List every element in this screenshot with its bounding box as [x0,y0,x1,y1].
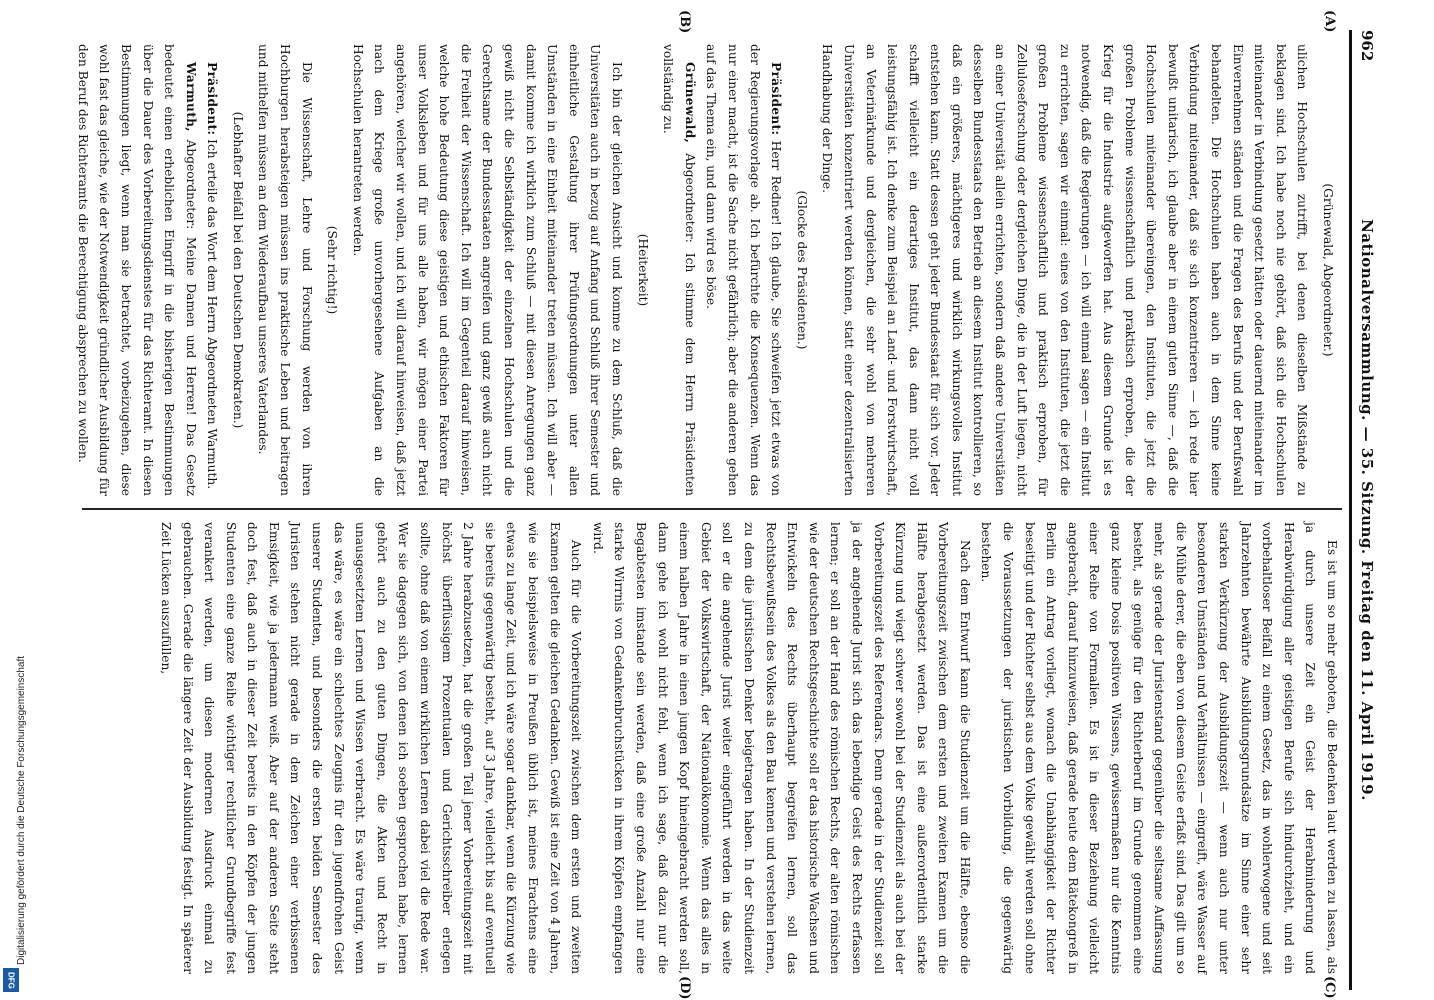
margin-marker-c: (C) [1322,976,1337,999]
speaker-name: Grünewald, [682,62,697,144]
left-column [75,44,1342,497]
speaker-name: Präsident: [769,62,784,136]
page-header [1352,30,1382,990]
paragraph: Präsident: Herr Redner! Ich glaube, Sie schweifen jetzt etwas von der Regierungsvorlage ab. Ich befürchte die Konsequenzen. Wenn das nur einer macht, ist die Sache nicht gefährlich; aber die anderen gehen auf das Thema ein, und dann wird es böse. [704,44,784,497]
paragraph: Grünewald, Abgeordneter: Ich stimme dem Herrn Präsidenten vollständig zu. [661,44,697,496]
header-rule [1349,30,1352,990]
speaker-name: Warmuth, [183,62,198,132]
speaker-name: Präsident: [205,62,220,136]
paragraph: ulichen Hochschulen zutrifft, bei denen dieselben Mißstände zu beklagen sind. Ich habe noch nie gehört, daß sich die Hochschulen miteinander in Verbindung gesetzt hätten oder dauernd miteinander im Einvernehmen ständen und die Fragen des Berufs und der Berufswahl behandelten. Die Hochschulen haben auch in dem Sinne keine Verbindung miteinander, daß sie sich konzentrieren — ich rede hier bewußt unitarisch, ich glaube aber in einem guten Sinne —, daß die Hochschulen miteinander übereingen, den Instituten, die jetzt die großen Probleme wissenschaftlich und praktisch erproben, die der Krieg für die Industrie aufgeworfen hat. Aus diesem Grunde ist es notwendig, daß die Regierungen — ich will einmal sagen — ein Institut zu errichten, sagen wir einmal: eines von den Instituten, die jetzt die großen Probleme wissenschaftlich und praktisch erproben, für Zelluloseforschung oder dergleichen Dinge, die in der Luft liegen, nicht an einer Universität allein errichten, sondern daß andere Universitäten desselben Bundesstaats den Betrieb an diesem Institut kontrollieren, so daß ein größeres, mächtigeres und wirklich wirkungsvolles Institut entstehen kann. Statt dessen geht jeder Bundesstaat für sich vor. Jeder schafft vielleicht ein derartiges Institut, das dann nicht voll leistungsfähig ist. Ich denke zum Beispiel an Land- und Forstwirtschaft, an Veterinärkunde und dergleichen, die sehr wohl von mehreren Universitäten konzentriert werden können, statt einer dezentralisierten Handhabung der Dinge. [820,44,1310,496]
right-column [82,522,1342,974]
stage-direction: (Sehr richtig!) [325,225,340,315]
paragraph: Auch für die Vorbereitungszeit zwischen dem ersten und zweiten Examen gelten die gleichen Gedanken. Gewiß ist eine Zeit von 4 Jahren, wie sie beispielsweise in Preußen üblich ist, meines Erachtens eine etwas zu lange Zeit, und ich wäre sogar dankbar, wenn die Kürzung wie sie bereits gegenwärtig besteht, auf 3 Jahre, vielleicht bis auf eventuell 2 Jahre herabzusetzen, hat die großen Teil jener Vorbereitungszeit mit höchst überflüssigem Prozentualen und Gerichtsschreiber erlegen sollte, ohne daß von einem wirklichen Lernen dabei viel die Rede war. Wer sie dagegen sich, von denen ich soeben gesprochen habe, lernen gehört auch zu den guten Dingen, die Akten und Recht in unausgesetztem Lernen und Wissen verbracht. Es wäre traurig, wenn das wäre, es wäre ein schlechtes Zeugnis für den jugendfrohen Geist unserer Studenten, und besonders die ersten beiden Semester des Juristen stehen nicht gerade in dem Zeichen einer verbissenen Emsigkeit, wie ja jedermann weiß. Aber auf der anderen Seite steht doch fest, daß auch in dieser Zeit bereits in den Köpfen der jungen Studenten eine ganze Reihe wichtiger rechtlicher Grundbegriffe fest verankert werden, um diesen modernen Ausdruck einmal zu gebrauchen. Gerade die längere Zeit der Ausbildung festigt. In späterer Zeit Lücken auszufüllen, [158,522,584,974]
stage-direction: (Glocke des Präsidenten.) [794,190,809,350]
margin-marker-a: (A) [1322,10,1337,33]
credit-text: Digitalisierung gefördert durch die Deutsche Forschungsgemeinschaft [16,655,27,965]
paragraph: Warmuth, Abgeordneter: Meine Damen und Herren! Das Gesetz bedeutet einen erheblichen Eingriff in die bisherigen Bestimmungen über die Dauer des Vorbereitungsdienstes für das Richteramt. In diesen Bestimmungen liegt, wenn man sie betrachtet, vorbeizugehen, diese wohl fast das gleiche, wie der Notwendigkeit gründlicher Ausbildung für den Beruf des Richteramts die Berechtigung absprechen zu wollen. [75,44,198,497]
document-page [72,10,1382,1000]
speaker-continuation: (Grünewald, Abgeordneter.) [1321,183,1335,357]
page-number: 962 [1358,30,1376,62]
stage-direction: (Heiterkeit) [635,233,650,307]
dfg-logo: DFG [3,968,19,992]
column-divider [82,508,1342,510]
paragraph: Präsident: Ich erteile das Wort dem Herrn Abgeordneten Warmuth. [205,62,220,490]
margin-marker-b: (B) [677,10,692,34]
paragraph: Die Wissenschaft, Lehre und Forschung werden von ihren Hochburgen herabsteigen müssen ins praktische Leben und beitragen und mithelfen müssen an dem Wiederaufbau unseres Vaterlandes. [256,44,314,496]
margin-marker-d: (D) [677,976,692,1000]
paragraph: Nach dem Entwurf kann die Studienzeit um die Hälfte, ebenso die Vorbereitungszeit zwischen dem ersten und zweiten Examen um die Hälfte herabgesetzt werden. Das ist eine außerordentlich starke Kürzung und wiegt schwer sowohl bei der Studienzeit als auch bei der Vorbereitungszeit des Referendars. Denn gerade in der Studienzeit soll ja der angehende Jurist sich das lebendige Geist des Rechts erfassen lernen; er soll an der Hand des römischen Rechts, der alten römischen wie der deutschen Rechtsgeschichte soll er das historische Wachsen und Entwickeln des Rechts überhaupt begreifen lernen, soll das Rechtsbewußtsein des Volkes als den Bau kennen und verstehen lernen, zu dem die juristischen Denker beigetragen haben. In der Studienzeit soll er die angehende Jurist weiter eingeführt werden in das weite Gebiet der Volkswirtschaft, der Nationalökonomie. Wenn das alles in einem halben Jahre in einen jungen Kopf hineingebracht werden soll, dann gehe ich wohl nicht fehl, wenn ich sage, daß dazu nur die Begabtesten imstande sein werden, daß eine große Anzahl nur eine starke Wirrnis von Gedankenbruchstücken in ihrem Köpfen empfangen wird. [590,522,972,974]
stage-direction: (Lebhafter Beifall bei den Deutschen Demokraten.) [230,111,245,429]
paragraph: Es ist um so mehr geboten, die Bedenken laut werden zu lassen, als ja durch unsere Zeit ein Geist der Herabminderung und Herabwürdigung aller geistigen Berufe sich hindurchzieht, und ein vorbehaltloser Beifall zu einem Gesetz, das in wohlerwogene und seit Jahrzehnten bewährte Ausbildungsgrundsätze im Sinne einer sehr starken Verkürzung der Ausbildungszeit — wenn auch nur unter besonderen Umständen und Verhältnissen — eingreift, wäre Wasser auf die Mühle derer, die eben von diesem Geiste erfaßt sind. Das gilt um so mehr, als gerade der Juristenstand gegenüber die seltsame Auffassung besteht, als genüge für den Richterberuf im Grunde genommen eine ganz kleine Dosis positiven Wissens, gewissermaßen nur die Kenntnis einer Reihe von Formalien. Es ist in dieser Beziehung vielleicht angebracht, darauf hinzuweisen, daß gerade heute dem Rätekongreß in Berlin ein Antrag vorliegt, wonach die Unabhängigkeit der Richter beseitigt und der Richter selbst aus dem Volke gewählt werden soll ohne die Voraussetzungen der juristischen Vorbildung, die gegenwärtig bestehen. [979,522,1339,974]
page-title: Nationalversammlung. — 35. Sitzung. Freitag den 11. April 1919. [1358,219,1376,801]
digitization-credit [0,0,27,1000]
paragraph: Ich bin der gleichen Ansicht und komme zu dem Schluß, daß die Universitäten auch in bezug auf Anfang und Schluß ihrer Semester und einheitliche Gestaltung ihrer Prüfungsordnungen unter allen Umständen in eine Einheit miteinander treten müssen. Ich will aber — damit komme ich wirklich zum Schluß — mit diesen Anregungen ganz gewiß nicht die Selbständigkeit der einzelnen Hochschulen und die Gerechtsame der Bundesstaaten angreifen und ganz gewiß auch nicht die Freiheit der Wissenschaft. Ich will im Gegenteil darauf hinweisen, welche hohe Bedeutung diese geistigen und ethischen Faktoren für unser Volksleben und für uns alle haben, wir mögen einer Partei angehören, welcher wir wollen, und ich will darauf hinweisen, daß jetzt nach dem Kriege große unvorhergesehene Aufgaben an die Hochschulen herantreten werden. [350,44,624,496]
